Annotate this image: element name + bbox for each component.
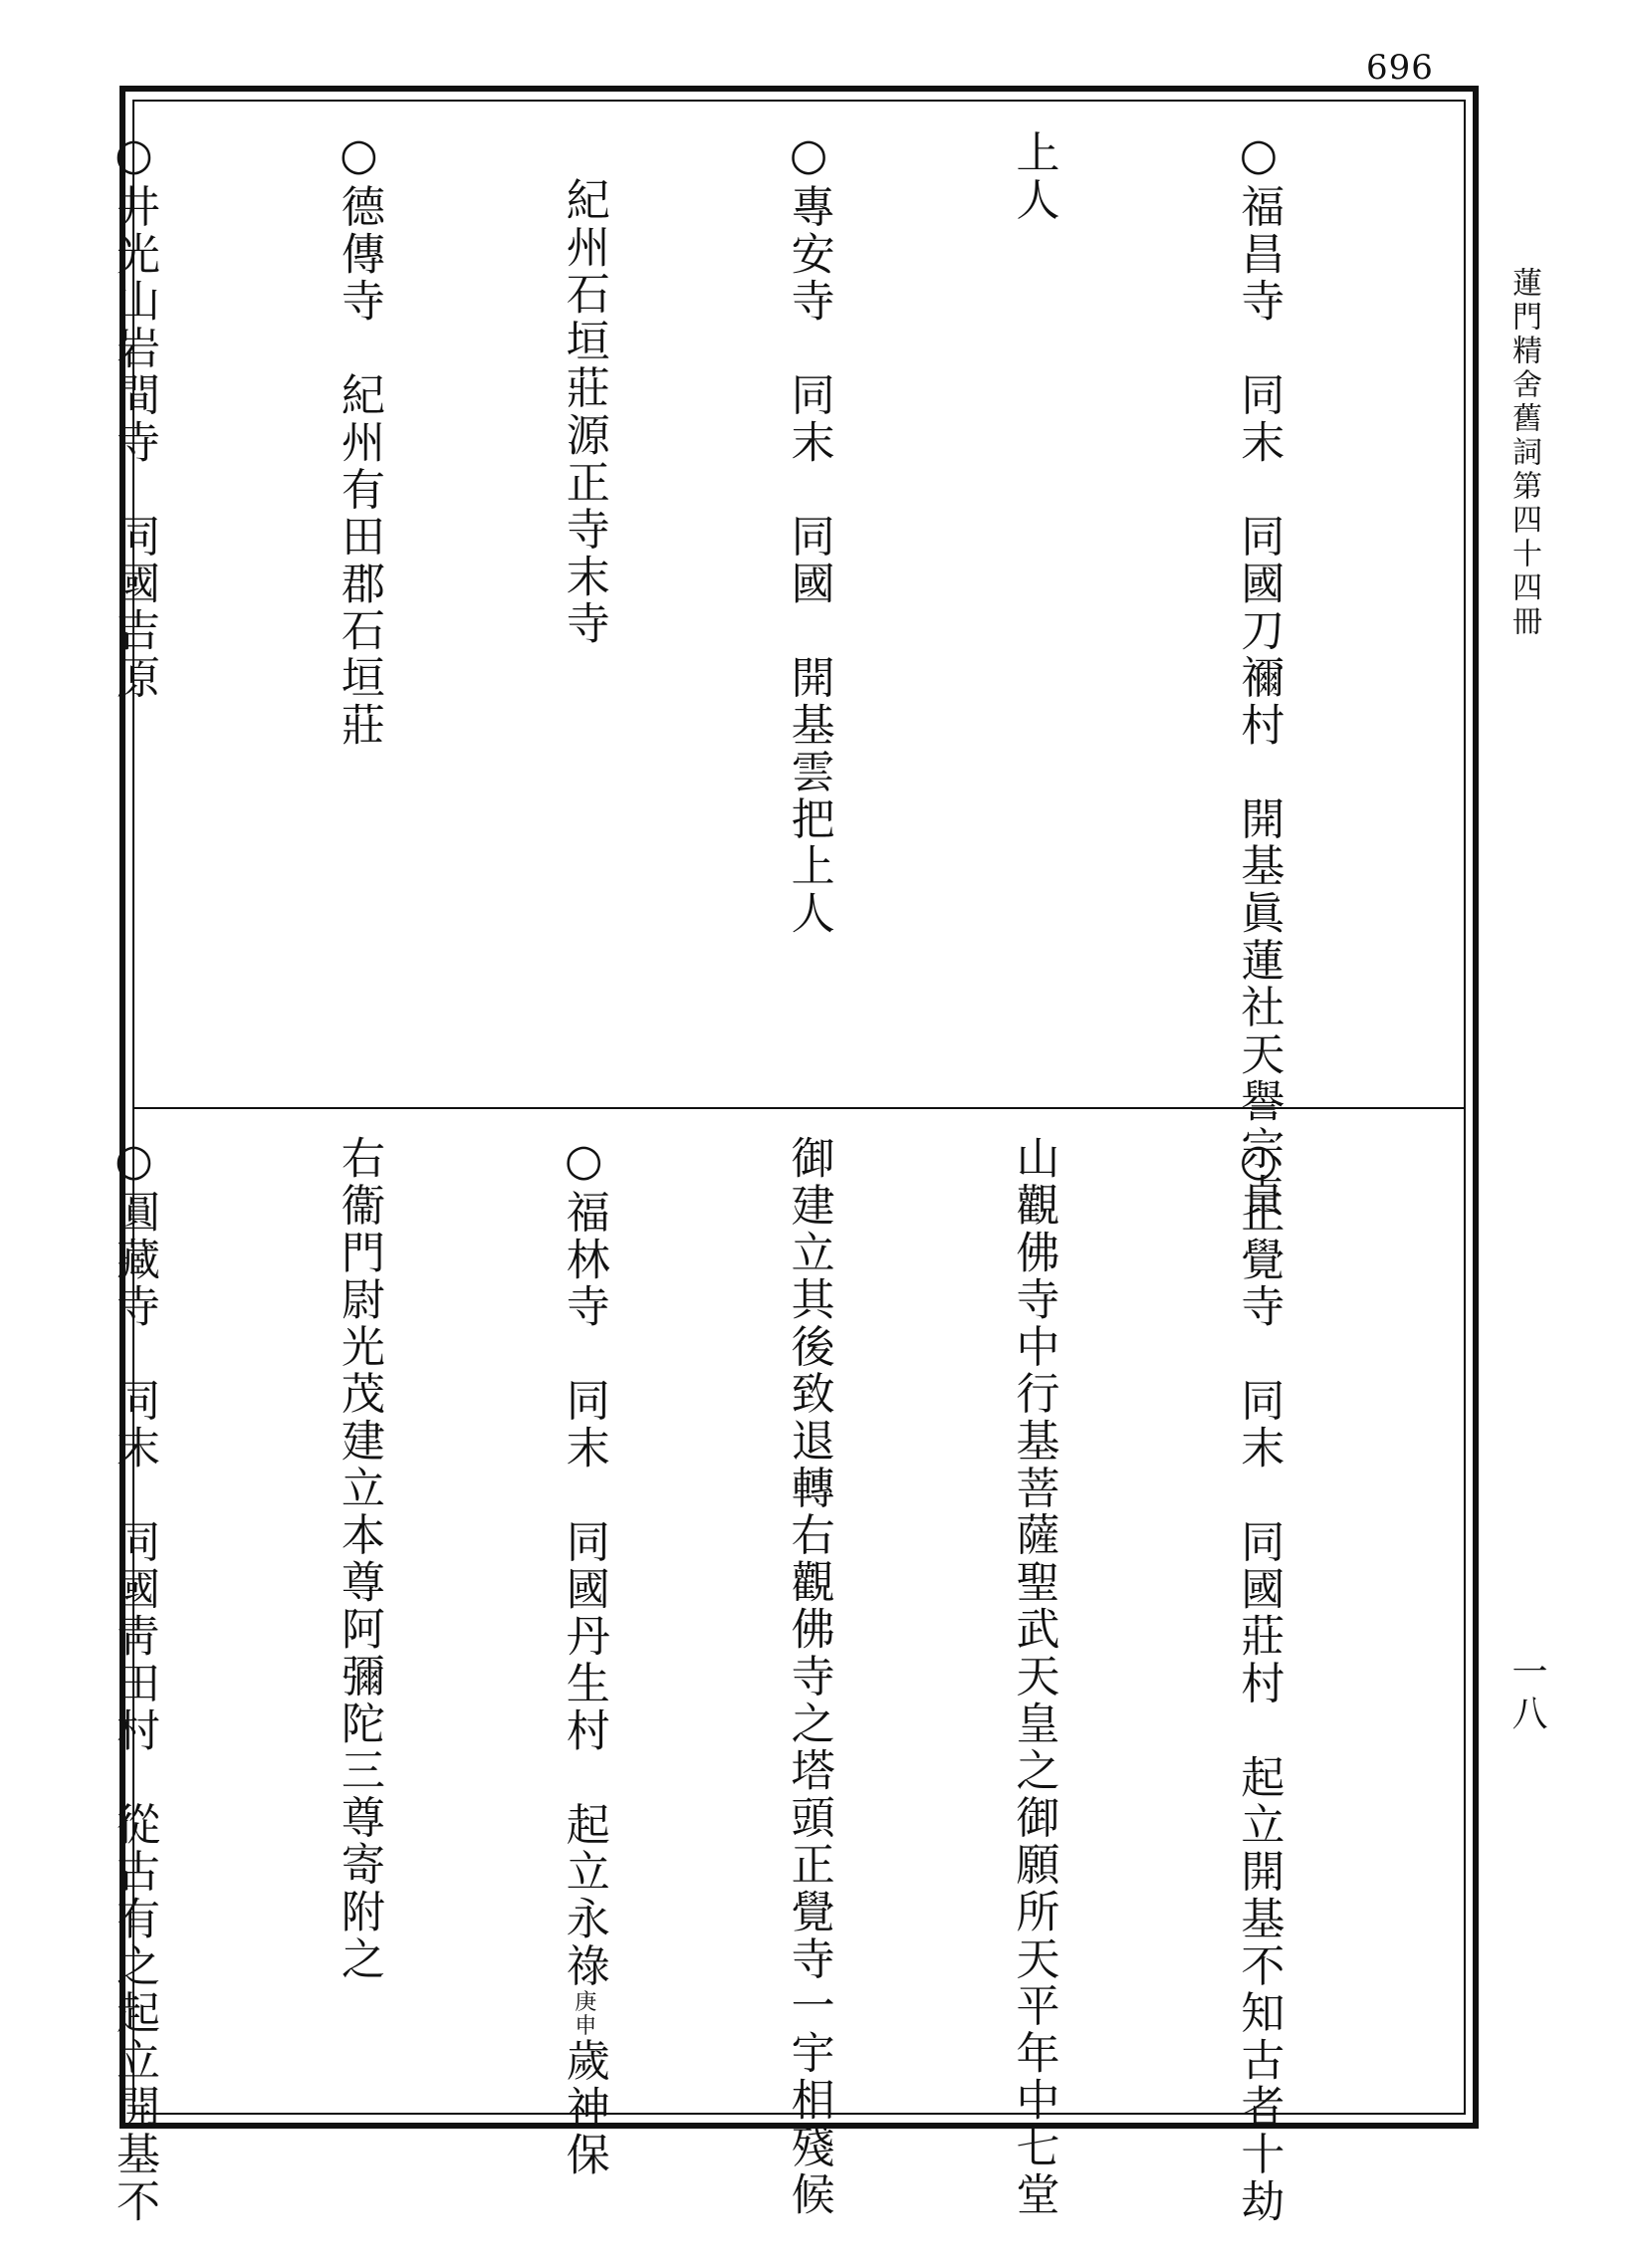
text-line: 右衞門尉光茂建立本尊阿彌陀三尊寄附之	[333, 1135, 384, 1983]
folio-number: 一八	[1507, 1653, 1547, 1736]
text-line: 上人	[1008, 129, 1059, 224]
text-line: 山觀佛寺中行基菩薩聖武天皇之御願所天平年中七堂	[1008, 1135, 1059, 2218]
text-line: 御建立其後致退轉右觀佛寺之塔頭正覺寺一宇相殘候	[783, 1135, 834, 2218]
top-register	[108, 129, 1446, 1220]
text-line: ○正覺寺 同末 同國莊村 起立開基不知古者十劫	[1233, 1135, 1284, 2225]
text-line: ○福昌寺 同末 同國刀禰村 開基眞蓮社天譽宗貞	[1233, 129, 1284, 1220]
text-line: ○專安寺 同末 同國 開基雲把上人	[783, 129, 834, 938]
text-fragment: 歲神保	[558, 2037, 609, 2179]
running-head: 蓮門精舍舊詞第四十四冊	[1507, 267, 1541, 639]
text-line: 紀州石垣莊源正寺末寺	[558, 129, 609, 648]
text-fragment: ○福林寺 同末 同國丹生村 起立永祿	[558, 1135, 609, 1990]
text-line: ○圓藏寺 同末 同國靑田村 從古有之起立開基不	[108, 1135, 159, 2225]
page-number: 696	[1366, 48, 1434, 88]
text-line: ○德傳寺 紀州有田郡石垣莊	[333, 129, 384, 749]
text-line: ○井光山岩間寺 同國吉原	[108, 129, 159, 702]
bottom-register	[108, 1135, 1446, 2225]
warichu-note: 庚申	[571, 1989, 596, 2038]
text-line-with-note	[546, 1135, 620, 2179]
